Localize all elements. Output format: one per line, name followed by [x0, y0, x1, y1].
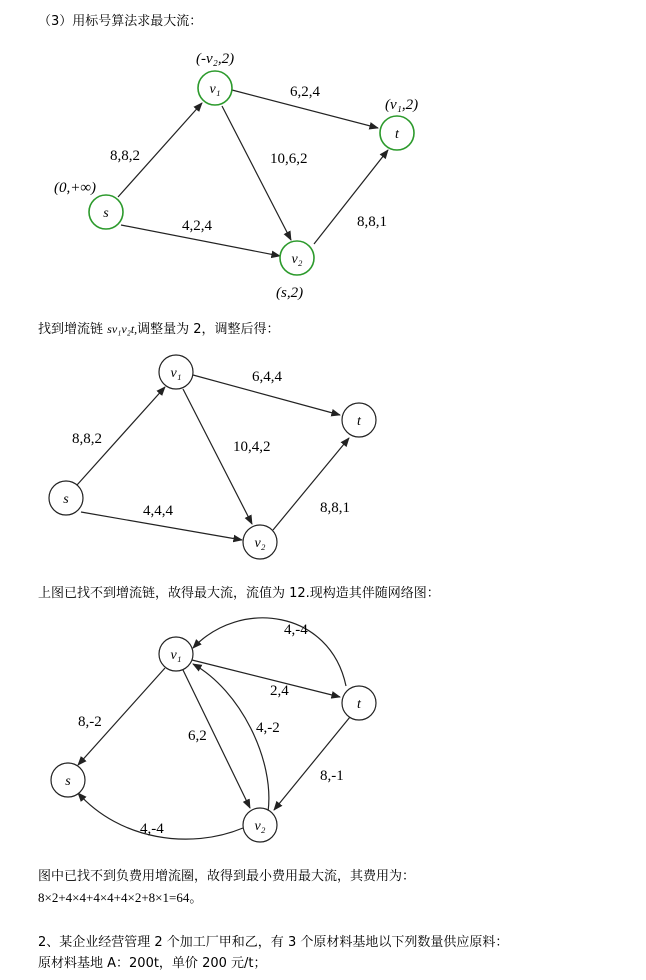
node-v2: [243, 808, 277, 842]
edge-label-v1-t: 6,4,4: [252, 369, 282, 385]
node-t: [380, 116, 414, 150]
chain-path: sv₁v₂t,: [107, 322, 138, 336]
augmenting-chain-text: [38, 318, 280, 337]
node-v2: [280, 241, 314, 275]
edge-label-s-v1: 8,8,2: [110, 148, 140, 164]
svg-text:v₂: v₂: [291, 252, 303, 267]
node-s: [51, 763, 85, 797]
max-flow-conclusion-text: 上图已找不到增流链，故得最大流，流值为 12.现构造其伴随网络图：: [38, 586, 440, 601]
edge-label-s-v2: 4,2,4: [182, 218, 212, 234]
node-v1: [198, 71, 232, 105]
edge-label-v2-t: 8,8,1: [357, 214, 387, 230]
companion-network-graph-3: [0, 612, 646, 852]
svg-text:t: t: [357, 414, 361, 429]
edge-label-s-v1: 8,8,2: [72, 431, 102, 447]
flow-network-graph-2: [0, 350, 646, 570]
svg-text:v₁: v₁: [209, 82, 221, 97]
edge-label-v2-s-arc: 4,-4: [140, 821, 164, 837]
node-v2: [243, 525, 277, 559]
edge-label-t-v2: 8,-1: [320, 768, 344, 784]
base-a-text: 原材料基地 A：200t，单价 200 元/t；: [38, 956, 267, 971]
edge-label-v1-v2: 10,4,2: [233, 439, 271, 455]
chain-suffix: 调整量为 2，调整后得：: [137, 322, 280, 337]
edge-label-v1-t: 6,2,4: [290, 84, 320, 100]
problem-2-text: 2、某企业经营管理 2 个加工厂甲和乙，有 3 个原材料基地以下列数量供应原料：: [38, 935, 509, 950]
node-s: [89, 195, 123, 229]
label-annotation-v1: (-v₂,2): [196, 51, 235, 67]
svg-text:t: t: [357, 697, 361, 712]
cost-formula: 8×2+4×4+4×4+4×2+8×1=64。: [38, 890, 203, 905]
node-t: [342, 403, 376, 437]
svg-text:v₂: v₂: [254, 819, 266, 834]
min-cost-conclusion-text: 图中已找不到负费用增流圈，故得到最小费用最大流，其费用为：: [38, 869, 416, 884]
label-annotation-s: (0,+∞): [54, 180, 97, 196]
svg-text:s: s: [65, 774, 71, 789]
svg-text:v₁: v₁: [170, 366, 182, 381]
node-v1: [159, 637, 193, 671]
edge-label-v1-t: 2,4: [270, 683, 289, 699]
flow-network-graph-1: [0, 40, 646, 340]
edge-label-v2-v1-arc: 4,-2: [256, 720, 280, 736]
svg-text:v₁: v₁: [170, 648, 182, 663]
svg-text:s: s: [103, 206, 109, 221]
edge-label-s-v2: 4,4,4: [143, 503, 173, 519]
edge-v1-v2: [183, 389, 252, 524]
label-annotation-v2: (s,2): [276, 285, 304, 301]
node-s: [49, 481, 83, 515]
edge-t-v2: [274, 717, 350, 810]
edge-v1-v2: [222, 106, 291, 240]
edge-label-v1-v2: 10,6,2: [270, 151, 308, 167]
arc-t-v1: [193, 618, 346, 686]
label-annotation-t: (v₁,2): [385, 97, 419, 113]
svg-text:t: t: [395, 127, 399, 142]
chain-prefix: 找到增流链: [38, 322, 104, 337]
svg-text:s: s: [63, 492, 69, 507]
edge-label-v1-s: 8,-2: [78, 714, 102, 730]
edge-label-v1-v2: 6,2: [188, 728, 207, 744]
edge-v2-t: [273, 438, 349, 530]
edge-label-t-v1-arc: 4,-4: [284, 622, 308, 638]
node-v1: [159, 355, 193, 389]
section-heading: （3）用标号算法求最大流：: [38, 14, 203, 29]
node-t: [342, 686, 376, 720]
edge-label-v2-t: 8,8,1: [320, 500, 350, 516]
svg-text:v₂: v₂: [254, 536, 266, 551]
